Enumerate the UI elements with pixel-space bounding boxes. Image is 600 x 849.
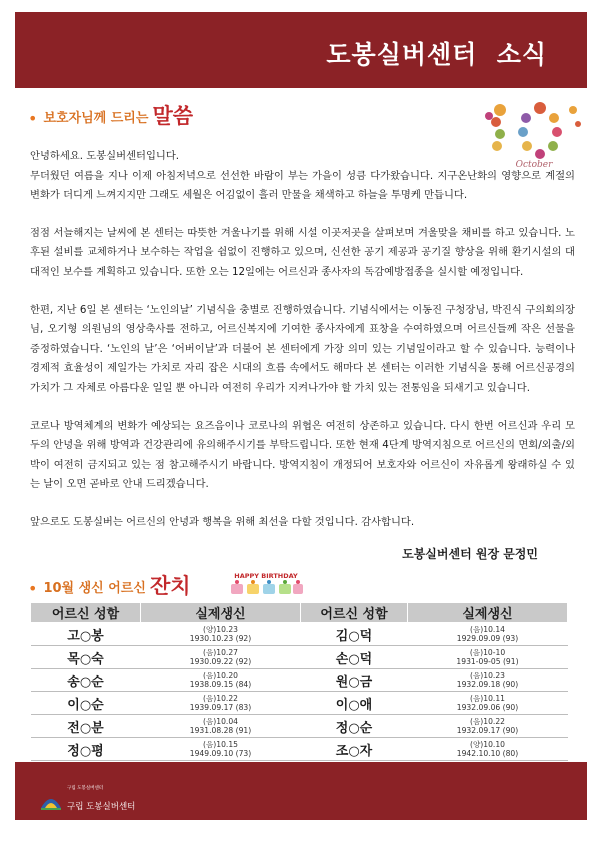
birthday-date: (양)10.10 1942.10.10 (80) [408,738,568,761]
resident-name: 송○순 [31,669,141,692]
letter-heading-small: 보호자님께 드리는 [43,111,149,126]
table-row [31,692,568,715]
header-date-1: 실제생신 [141,603,301,623]
letter-paragraph-2: 점점 서늘해지는 날씨에 본 센터는 따뜻한 겨울나기를 위해 시설 이곳저곳을 살펴보며 겨울맞을 채비를 하고 있습니다. 노후된 설비를 교체하거나 보수하는 작업을 쉼없이 진행하고 있으며, 신선한 공기 제공과 공기질 향상을 위해 환기시설의 대대적인 보수를 계획하고 있습니다. 또한 오는 12일에는 어르신과 종사자의 독감예방접종을 실시할 예정입니다. [30,226,575,278]
table-row [31,623,568,646]
header-banner [15,12,587,88]
resident-name: 정○순 [301,715,408,738]
letter-heading-big: 말씀 [152,104,194,128]
resident-name: 조○자 [301,738,408,761]
birthday-date: (음)10.23 1932.09.18 (90) [408,669,568,692]
bullet-icon: • [28,109,38,128]
birthday-date: (음)10.04 1931.08.28 (91) [141,715,301,738]
birthday-date: (음)10.15 1949.09.10 (73) [141,738,301,761]
bullet-icon: • [28,579,38,598]
logo-org-name: 구립 도봉실버센터 [67,802,136,812]
birthday-table [30,602,568,784]
flower-one-icon [485,104,506,151]
center-logo-icon [39,792,63,812]
table-row [31,715,568,738]
birthday-section-heading [28,570,191,598]
resident-name: 목○숙 [31,646,141,669]
birthday-date: (음)10.20 1938.09.15 (84) [141,669,301,692]
birthday-heading-small: 10월 생신 어르신 [43,581,146,596]
header-name-1: 어르신 성함 [31,603,141,623]
resident-name: 원○금 [301,669,408,692]
table-row [31,669,568,692]
letter-paragraph-5: 앞으로도 도봉실버는 어르신의 안녕과 행복을 위해 최선을 다할 것입니다. 감사합니다. [30,515,415,528]
letter-section-heading [28,104,193,128]
october-label: October [515,160,553,170]
resident-name: 이○애 [301,692,408,715]
happy-birthday-label: HAPPY BIRTHDAY [234,572,298,580]
header-name-2: 어르신 성함 [301,603,408,623]
signature: 도봉실버센터 원장 문정민 [402,547,538,561]
birthday-date: (음)10.11 1932.09.06 (90) [408,692,568,715]
letter-paragraph-3: 한편, 지난 6일 본 센터는 ‘노인의날’ 기념식을 충별로 진행하였습니다. 기념식에서는 이동진 구청장님, 박진식 구의회의장님, 오기형 의원님의 영상축사를 전하고, 어르신복지에 기여한 종사자에게 표창을 수여하였으며 어르신들께 작은 선물을 증정하였습니다. ‘노인의 날’은 ‘어버이날’과 더불어 본 센터에게 가장 의미 있는 기념일이라고 할 수 있습니다. 능력이나 경제적 효율성이 제일가는 가치로 자리 잡은 시대의 흐름 속에서도 해마다 본 센터는 이러한 기념식을 통해 어르신공경의 가치가 그 자체로 아름다운 일일 뿐 아니라 여전히 우리가 지켜나가야 할 가치 있는 전통임을 되새기고 있습니다. [30,303,575,394]
birthday-date: (음)10.22 1939.09.17 (83) [141,692,301,715]
birthday-date: (음)10-10 1931-09-05 (91) [408,646,568,669]
resident-name: 전○분 [31,715,141,738]
resident-name: 김○덕 [301,623,408,646]
resident-name: 이○순 [31,692,141,715]
table-row [31,646,568,669]
birthday-date: (음)10.14 1929.09.09 (93) [408,623,568,646]
page-title: 도봉실버센터 소식 [326,40,547,69]
happy-birthday-cake-icon [225,570,307,598]
header-date-2: 실제생신 [408,603,568,623]
birthday-date: (음)10.22 1932.09.17 (90) [408,715,568,738]
logo-small-text: 구립 도봉실버센터 [67,786,104,791]
birthday-date: (음)10.27 1930.09.22 (92) [141,646,301,669]
letter-body [30,147,575,551]
birthday-date: (양)10.23 1930.10.23 (92) [141,623,301,646]
footer-banner [15,762,587,820]
letter-paragraph-1: 안녕하세요. 도봉실버센터입니다. 무더웠던 여름을 지나 이제 아침저녁으로 선선한 바람이 부는 가을이 성큼 다가왔습니다. 지구온난화의 영향으로 계절의 변화가 더디게 느껴지지만 그래도 세월은 어김없이 흘러 만물을 채색하고 하늘을 투명케 만듭니다. [30,150,575,202]
table-row [31,738,568,761]
letter-paragraph-4: 코로나 방역체계의 변화가 예상되는 요즈음이나 코로나의 위협은 여전히 상존하고 있습니다. 다시 한번 어르신과 우리 모두의 안녕을 위해 방역과 건강관리에 유의해주시기를 부탁드립니다. 또한 현재 4단계 방역지침으로 어르신의 면회/외출/외박이 여전히 금지되고 있는 점 참고해주시기 바랍니다. 방역지침이 개정되어 보호자와 어르신이 자유롭게 왕래하실 수 있는 날이 오면 곧바로 안내 드리겠습니다. [30,419,575,491]
resident-name: 손○덕 [301,646,408,669]
table-header-row [31,603,568,623]
resident-name: 고○봉 [31,623,141,646]
birthday-heading-big: 잔치 [149,574,191,598]
resident-name: 정○평 [31,738,141,761]
